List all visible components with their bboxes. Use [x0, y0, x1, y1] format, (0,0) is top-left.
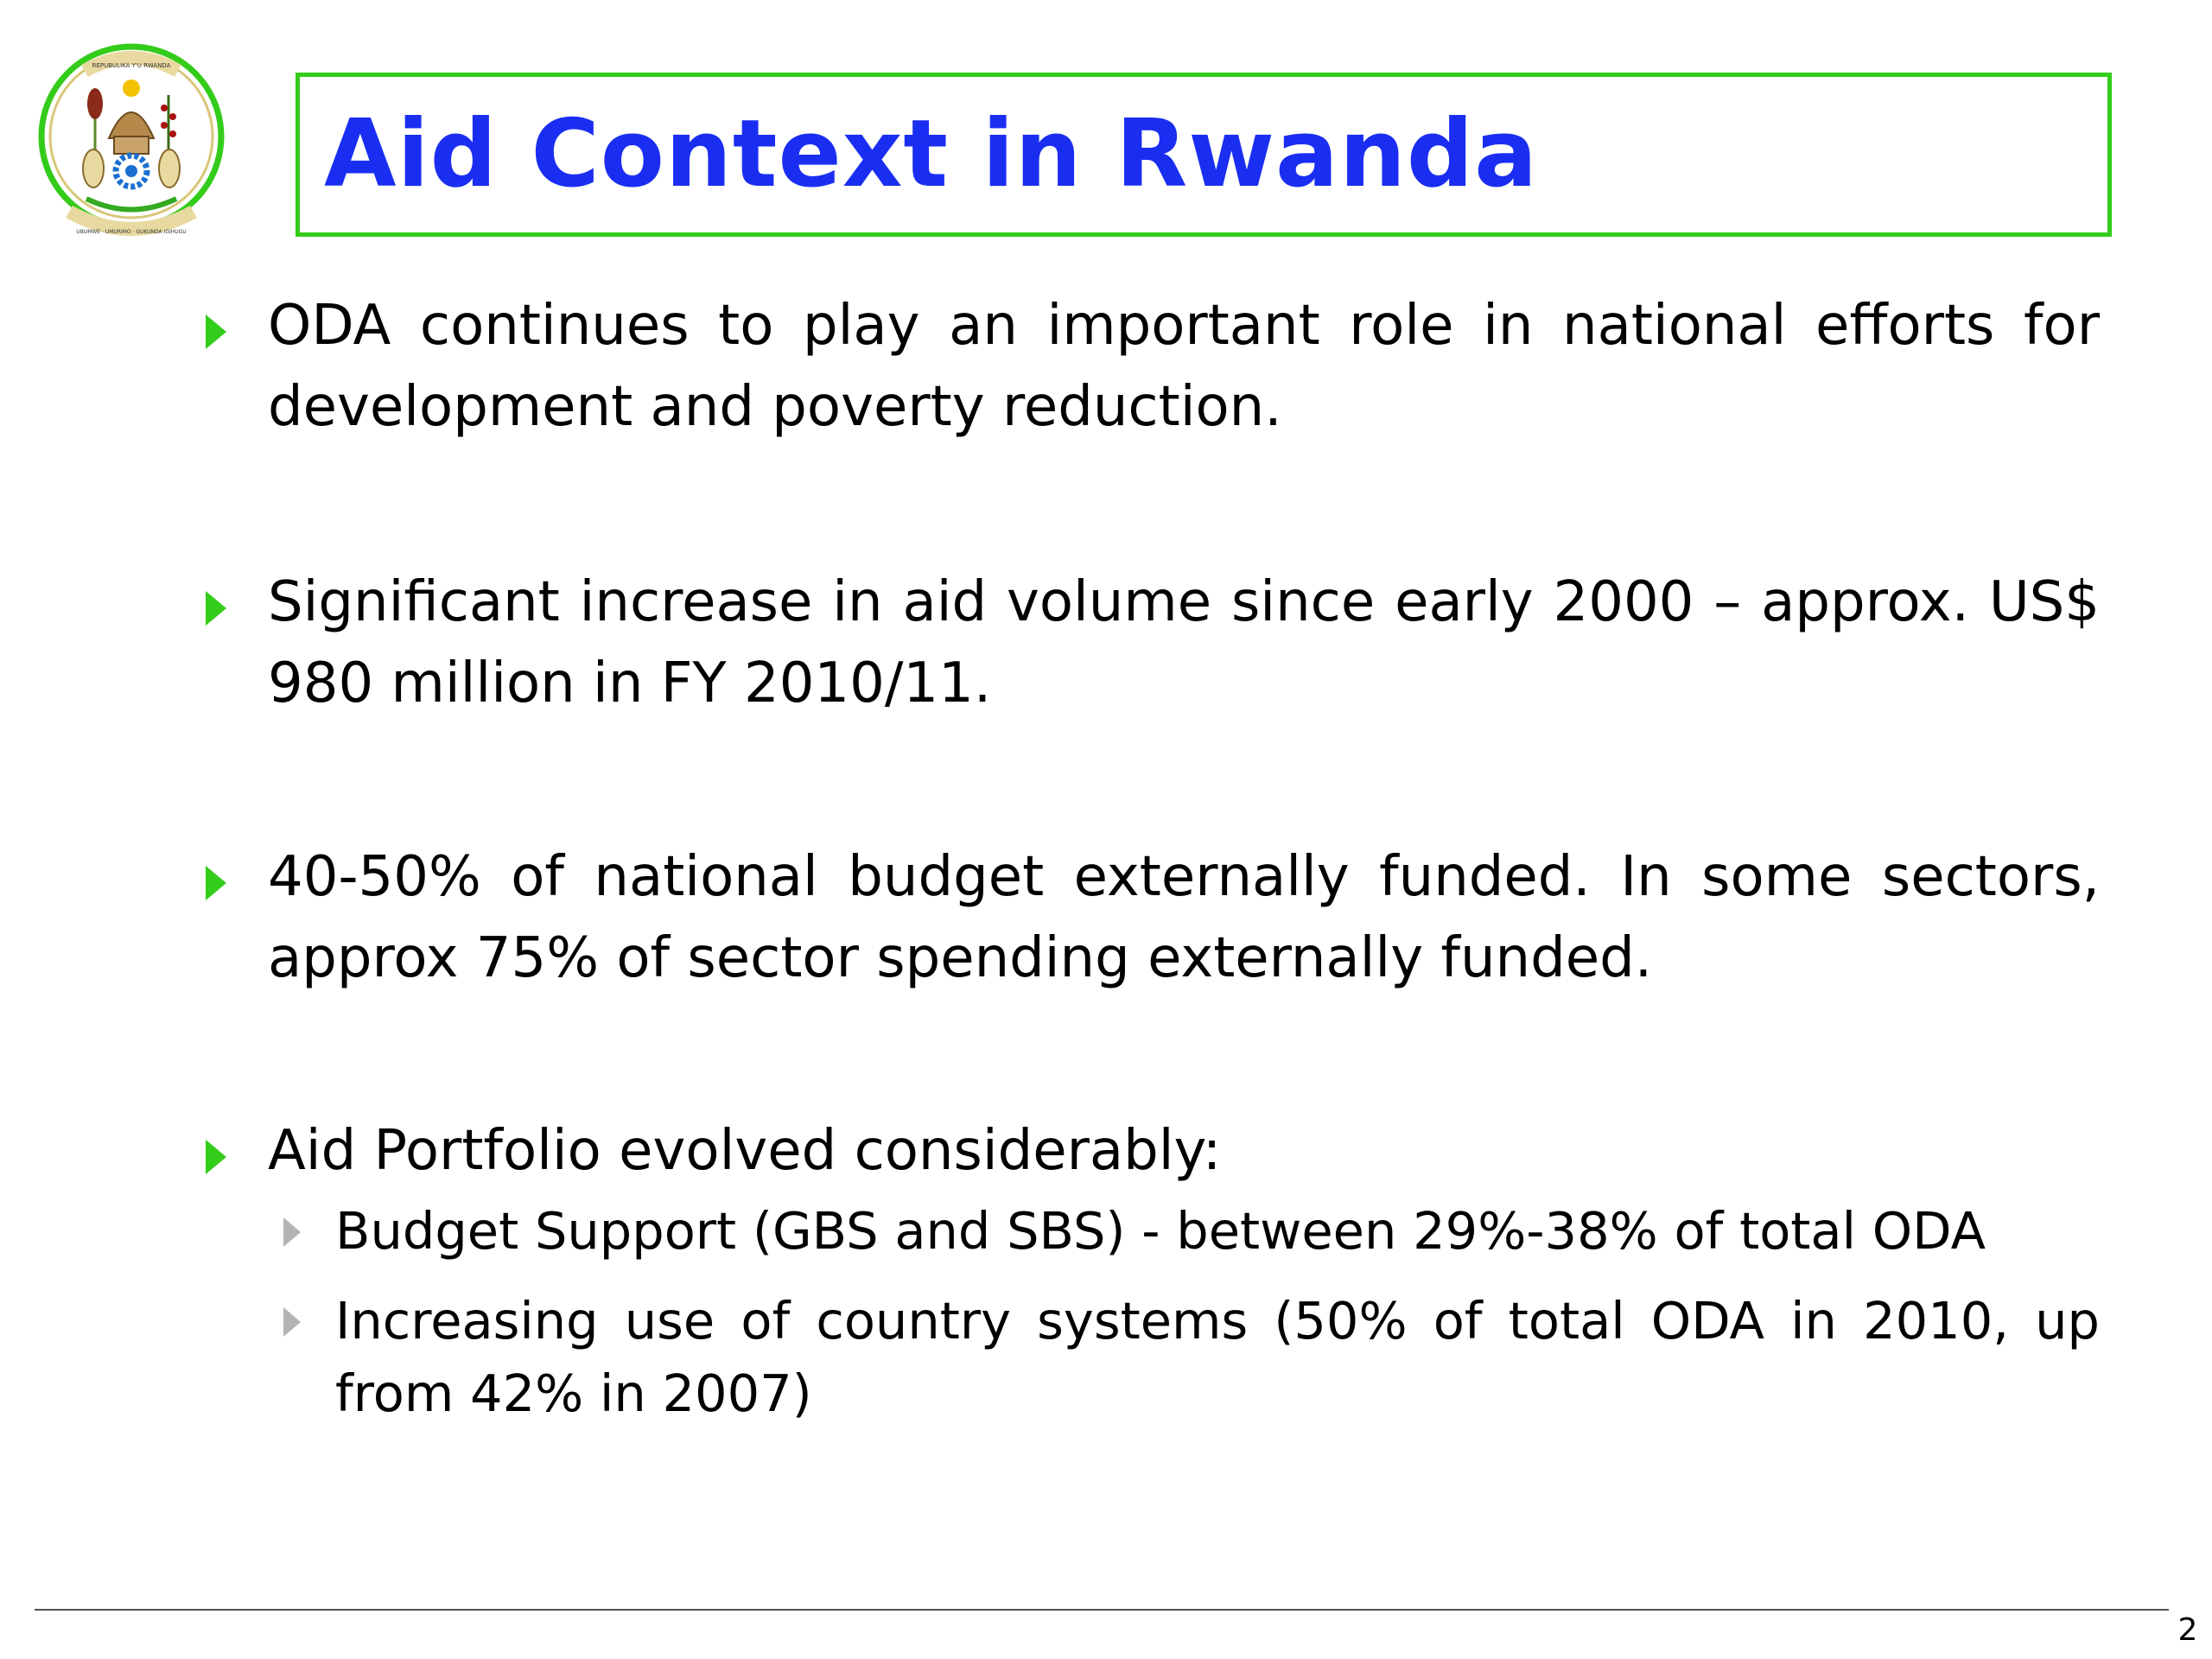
emblem-bottom-ribbon: UBUMWE · UMURIMO · GUKUNDA IGIHUGU	[76, 229, 187, 235]
sub-bullet-text: Budget Support (GBS and SBS) - between 29%-38% of total ODA	[335, 1201, 1986, 1261]
bullet-text: ODA continues to play an important role in national efforts for development and poverty reduction.	[268, 294, 2100, 439]
bullet-arrow-icon	[206, 866, 226, 900]
title-box	[296, 73, 2112, 237]
bullet-arrow-icon	[206, 315, 226, 349]
bullet-text: Aid Portfolio evolved considerably:	[268, 1119, 1222, 1183]
bullet-text: 40-50% of national budget externally funded. In some sectors, approx 75% of sector spending externally funded.	[268, 845, 2100, 990]
bullet-arrow-icon	[206, 1140, 226, 1174]
footer-divider	[35, 1609, 2169, 1611]
bullet-arrow-icon	[206, 591, 226, 626]
sub-bullet-arrow-icon	[283, 1307, 301, 1337]
emblem-top-ribbon: REPUBULIKA Y'U RWANDA	[92, 62, 171, 69]
page-number: 2	[2177, 1612, 2198, 1648]
sub-bullet-arrow-icon	[283, 1217, 301, 1247]
bullet-text: Significant increase in aid volume since early 2000 – approx. US$ 980 million in FY 2010/11.	[268, 570, 2100, 715]
rwanda-coat-of-arms-icon	[35, 35, 229, 242]
sub-bullet-text: Increasing use of country systems (50% of total ODA in 2010, up from 42% in 2007)	[335, 1291, 2100, 1423]
page-title: Aid Context in Rwanda	[324, 100, 1539, 208]
